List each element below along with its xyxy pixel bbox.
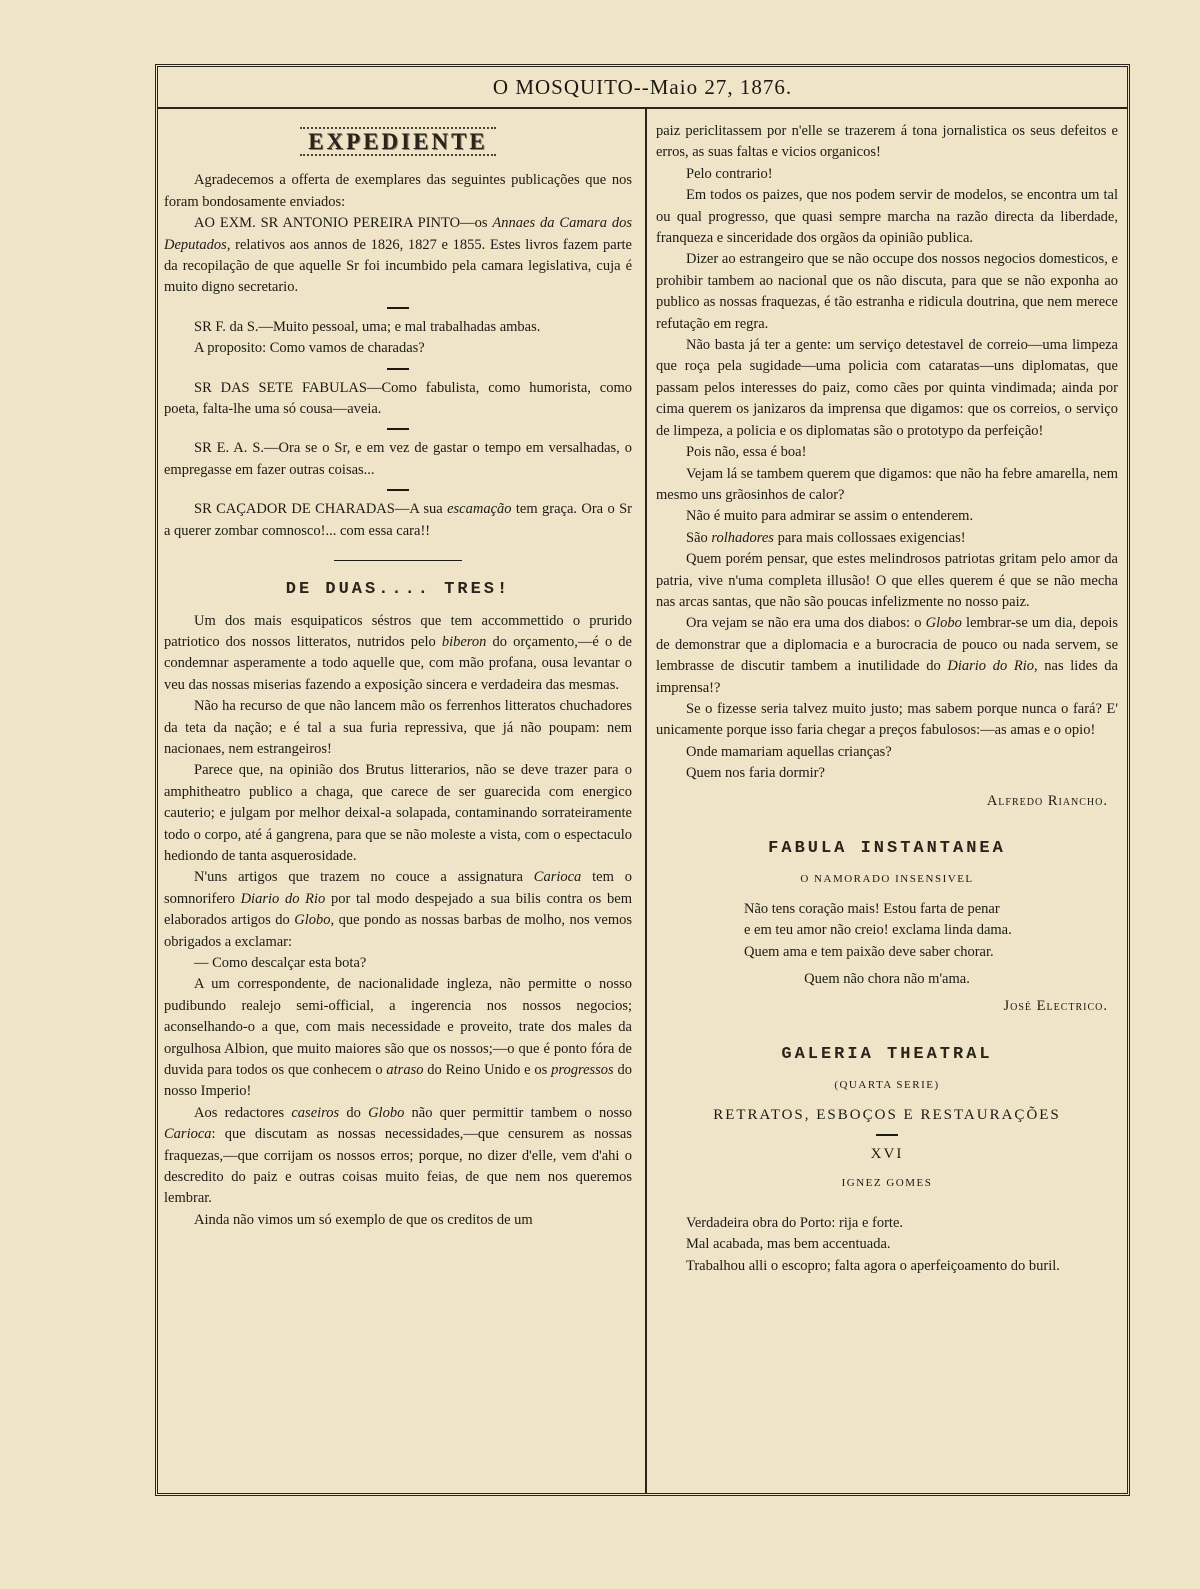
paragraph: Quem nos faria dormir? — [686, 765, 825, 782]
paragraph: Um dos mais esquipaticos séstros que tem accommettido o prurido patriotico dos nossos litteratos, nutridos pelo biberon do orçamento,—é o de condemnar asperamente a todo aquelle que, com mão profana, ousa levantar o veu das nossas miserias fazendo a exposição sincera e verdadeira das mesmas. — [164, 612, 632, 693]
newspaper-page — [155, 64, 1130, 1496]
signature: Alfredo Riancho. — [986, 792, 1108, 809]
section-title-duas: DE DUAS.... TRES! — [285, 580, 511, 600]
separator-dash — [387, 489, 409, 491]
section-title-fabula: FABULA INSTANTANEA — [768, 839, 1006, 858]
separator-dash — [387, 307, 409, 309]
galeria-number: XVI — [870, 1146, 904, 1163]
paragraph: Pelo contrario! — [686, 165, 773, 182]
paragraph: A proposito: Como vamos de charadas? — [194, 340, 425, 357]
galeria-serie: (QUARTA SERIE) — [834, 1079, 940, 1092]
paragraph: Aos redactores caseiros do Globo não quer permittir tambem o nosso Carioca: que discutam as nossas necessidades,—que censurem as nossas fraquezas,—que corrijam os nossos erros; porque, no dizer d'elle, vem d'ahi o descredito do paiz e outras coisas muito feias, de que nem nos queremos lembrar. — [164, 1104, 632, 1207]
galeria-subtitle: RETRATOS, ESBOÇOS E RESTAURAÇÕES — [713, 1106, 1061, 1123]
poem — [656, 899, 1118, 991]
section-rule — [334, 560, 462, 561]
paragraph: Não basta já ter a gente: um serviço detestavel de correio—uma limpeza que roça pela sugidade—uma policia com cataratas—uns diplomatas, que passam pelos interesses do paiz, como cães por quinta vindimada; ainda por cima querem os janizaros da imprensa que digamos: que os correios, o serviço de limpeza, a policia e os diplomatas são o prototypo da perfeição! — [656, 337, 1118, 439]
paragraph: N'uns artigos que trazem no couce a assignatura Carioca tem o somnorifero Diario do Rio por tal modo despejado a sua bilis contra os bem elaborados artigos do Globo, que pondo as nossas barbas de molho, nos vemos obrigados a exclamar: — [164, 869, 632, 950]
paragraph: Quem porém pensar, que estes melindrosos patriotas gritam pelo amor da patria, vive n'uma completa illusão! O que elles querem é que se não mecha nas arcas santas, que não são poucas infelizmente no nosso paiz. — [656, 551, 1118, 610]
paragraph: Não ha recurso de que não lancem mão os ferrenhos litteratos chuchadores da teta da nação; e é tal a sua furia repressiva, que já não poupam: nem nacionaes, nem estrangeiros! — [164, 698, 632, 757]
paragraph: SR F. da S.—Muito pessoal, uma; e mal trabalhadas ambas. — [194, 318, 541, 335]
paragraph: Parece que, na opinião dos Brutus litterarios, não se deve trazer para o amphitheatro publico a chaga, que carece de ser guarecida com energico cauterio; e julgam por melhor deixal-a solapada, contaminando sorrateiramente todo o corpo, até á gangrena, para que se não moleste a vista, com o espectaculo hediondo de tanta asquerosidade. — [164, 762, 632, 864]
expediente-header — [164, 127, 632, 156]
paragraph: Pois não, essa é boa! — [686, 444, 807, 461]
paragraph: SR DAS SETE FABULAS—Como fabulista, como humorista, como poeta, falta-lhe uma só cousa—aveia. — [164, 379, 632, 418]
separator-dash — [387, 368, 409, 370]
signature: José Electrico. — [1003, 998, 1108, 1015]
paragraph: SR E. A. S.—Ora se o Sr, e em vez de gastar o tempo em versalhadas, o empregasse em fazer outras coisas... — [164, 440, 632, 478]
paragraph: Ainda não vimos um só exemplo de que os creditos de um — [194, 1211, 533, 1228]
paragraph: Se o fizesse seria talvez muito justo; mas sabem porque nunca o fará? E' unicamente porque isso faria chegar a preços fabulosos:—as amas e o opio! — [656, 700, 1118, 739]
fabula-subtitle: O NAMORADO INSENSIVEL — [800, 873, 974, 886]
paragraph: Ora vejam se não era uma dos diabos: o Globo lembrar-se um dia, depois de demonstrar que a diplomacia e a burocracia de pouco ou nada servem, se lembrasse de discutir tambem a inutilidade do Diario do Rio, nas lides da imprensa!? — [656, 615, 1118, 696]
masthead: O MOSQUITO--Maio 27, 1876. — [158, 67, 1127, 109]
paragraph: Em todos os paizes, que nos podem servir de modelos, se encontra um tal ou qual progresso, que quasi sempre marcha na razão directa da liberdade, franqueza e sinceridade dos orgãos da opinião publica. — [656, 187, 1118, 247]
column-divider — [645, 107, 647, 1493]
left-column — [164, 123, 632, 1485]
paragraph: São rolhadores para mais collossaes exigencias! — [686, 529, 966, 546]
separator-dash — [387, 428, 409, 430]
section-title-galeria: GALERIA THEATRAL — [781, 1044, 993, 1064]
paragraph: Verdadeira obra do Porto: rija e forte. — [686, 1214, 904, 1231]
paragraph: Onde mamariam aquellas crianças? — [686, 743, 892, 760]
paragraph: AO EXM. SR ANTONIO PEREIRA PINTO—os Annaes da Camara dos Deputados, relativos aos annos de 1826, 1827 e 1855. Estes livros fazem parte da recopilação de que aquelle Sr foi incumbido pela camara legislativa, cuja é muito digno secretario. — [164, 215, 632, 296]
paragraph: — Como descalçar esta bota? — [194, 955, 367, 971]
poem-line: Quem não chora não m'ama. — [804, 971, 970, 988]
right-column — [656, 121, 1118, 1485]
paragraph: Não é muito para admirar se assim o entenderem. — [686, 508, 974, 525]
paragraph: Vejam lá se tambem querem que digamos: que não ha febre amarella, nem mesmo uns grãosinhos de calor? — [656, 465, 1118, 503]
paragraph: Trabalhou alli o escopro; falta agora o aperfeiçoamento do buril. — [686, 1257, 1060, 1274]
poem-line: e em teu amor não creio! exclama linda dama. — [744, 922, 1012, 939]
paragraph: Agradecemos a offerta de exemplares das seguintes publicações que nos foram bondosamente enviados: — [164, 172, 632, 210]
paragraph: Dizer ao estrangeiro que se não occupe dos nossos negocios domesticos, e prohibir tambem ao nacional que os não discuta, para que se não exponha ao publico as nossas fraquezas, é tão estranha e ridicula doutrina, que nem merece refutação em regra. — [656, 251, 1118, 332]
paragraph: paiz periclitassem por n'elle se trazerem á tona jornalistica os seus defeitos e erros, as suas faltas e vicios organicos! — [656, 123, 1118, 161]
paragraph: SR CAÇADOR DE CHARADAS—A sua escamação tem graça. Ora o Sr a querer zombar comnosco!... com essa cara!! — [164, 501, 632, 539]
poem-line: Quem ama e tem paixão deve saber chorar. — [744, 943, 994, 960]
expediente-title: EXPEDIENTE — [300, 127, 496, 156]
separator-dash — [876, 1134, 898, 1136]
galeria-name: IGNEZ GOMES — [841, 1177, 933, 1190]
poem-line: Não tens coração mais! Estou farta de penar — [744, 900, 1000, 917]
paragraph: Mal acabada, mas bem accentuada. — [686, 1236, 891, 1253]
paragraph: A um correspondente, de nacionalidade ingleza, não permitte o nosso pudibundo realejo semi-official, a ingerencia nos nossos negocios; aconselhando-o a que, com mais necessidade e proveito, trate dos males da orgulhosa Albion, que muito maiores são que os nossos;—o que é ponto fóra de duvida para todos os que conhecem o atraso do Reino Unido e os progressos do nosso Imperio! — [164, 976, 632, 1100]
